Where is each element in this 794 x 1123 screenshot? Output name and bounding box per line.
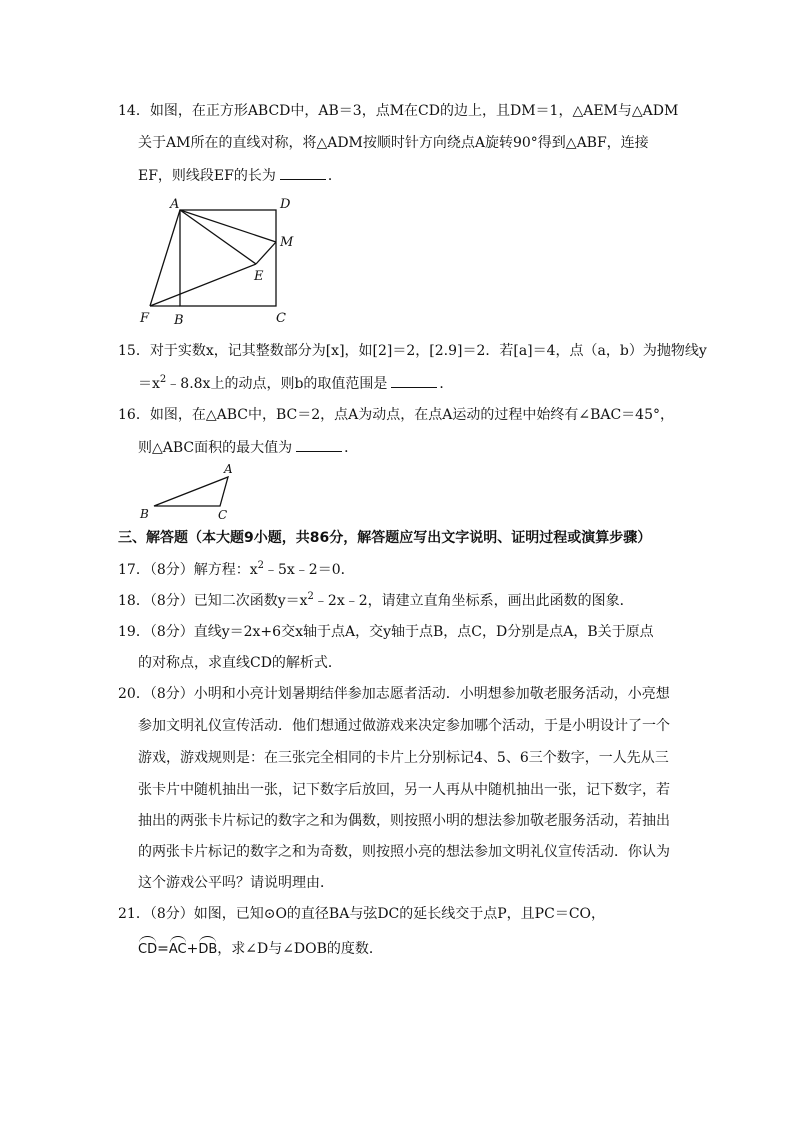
segment-am (180, 210, 276, 242)
segment-ef (150, 264, 256, 306)
q16-line-2-text: 则△ABC面积的最大值为 (138, 440, 293, 456)
q15-line-1: 15．对于实数x，记其整数部分为[x]，如[2]＝2，[2.9]＝2．若[a]＝4，点（a，b）为抛物线y (118, 343, 707, 359)
q17-suffix: ﹣5x﹣2＝0． (264, 562, 355, 578)
q20-line-1: 20．（8分）小明和小亮计划暑期结伴参加志愿者活动．小明想参加敬老服务活动，小亮想 (118, 686, 670, 702)
q15-answer-blank (391, 373, 437, 388)
q15-exponent: 2 (159, 374, 167, 385)
segment-af (150, 210, 180, 306)
q16-answer-blank (296, 437, 342, 452)
q20-line-2: 参加文明礼仪宣传活动．他们想通过做游戏来决定参加哪个活动，于是小明设计了一个 (138, 718, 670, 734)
q20-line-6: 的两张卡片标记的数字之和为奇数，则按照小亮的想法参加文明礼仪宣传活动．你认为 (138, 844, 670, 860)
arc-equals: = (157, 941, 169, 957)
q16-line-2: 则△ABC面积的最大值为 ． (138, 437, 358, 458)
arc-ac: AC (169, 936, 187, 960)
q20-line-3: 游戏，游戏规则是：在三张完全相同的卡片上分别标记4、5、6三个数字，一人先从三 (138, 750, 669, 766)
q15-line-2b: ﹣8.8x上的动点，则b的取值范围是 (166, 376, 388, 392)
q17-line (118, 560, 355, 580)
q20-line-4: 张卡片中随机抽出一张，记下数字后放回，另一人再从中随机抽出一张，记下数字，若 (138, 782, 670, 798)
q17-prefix: 17．（8分）解方程：x (118, 562, 258, 578)
q20-line-7: 这个游戏公平吗？请说明理由． (138, 875, 334, 891)
q14-line-1: 14．如图，在正方形ABCD中，AB＝3，点M在CD的边上，且DM＝1，△AEM与△ADM (118, 103, 679, 119)
label-b: B (174, 313, 184, 328)
q17-exponent: 2 (257, 560, 264, 571)
q16-line-1: 16．如图，在△ABC中，BC＝2，点A为动点，在点A运动的过程中始终有∠BAC＝45°， (118, 407, 674, 423)
q21-line-2-suffix: ，求∠D与∠DOB的度数． (217, 941, 383, 957)
label-e: E (254, 269, 264, 284)
label-c: C (276, 311, 286, 326)
segment-ae (180, 210, 256, 264)
label-m: M (280, 235, 294, 250)
q20-line-5: 抽出的两张卡片标记的数字之和为偶数，则按照小明的想法参加敬老服务活动，若抽出 (138, 813, 670, 829)
q18-line (118, 591, 634, 611)
q15-line-2: $=x^2﹣8.8x$上的动点，则b的取值范围是 ． (138, 374, 454, 392)
arc-cd: CD (138, 936, 157, 960)
section-3-title: 三、解答题（本大题9小题，共86分，解答题应写出文字说明、证明过程或演算步骤） (118, 530, 652, 546)
segment-em (256, 242, 276, 264)
q14-answer-blank (280, 165, 326, 180)
label-f: F (140, 311, 150, 326)
q15-line-2a: ＝x (138, 376, 160, 392)
q16-figure (136, 460, 246, 522)
arc-db: DB (198, 936, 217, 960)
q19-line-1: 19．（8分）直线y＝2x+6交x轴于点A，交y轴于点B，点C，D分别是点A，B关于原点 (118, 624, 654, 640)
arc-plus: + (186, 941, 199, 957)
label-a: A (224, 462, 233, 476)
q14-line-3: EF，则线段EF的长为 ． (138, 165, 342, 186)
triangle-abc (154, 477, 228, 506)
q21-line-2 (138, 936, 383, 960)
q21-line-1: 21．（8分）如图，已知⊙O的直径BA与弦DC的延长线交于点P，且PC＝CO， (118, 906, 606, 922)
label-a: A (170, 197, 180, 212)
q19-line-2: 的对称点，求直线CD的解析式． (138, 655, 342, 671)
q14-line-3-text: EF，则线段EF的长为 (138, 168, 276, 184)
q18-suffix: ﹣2x﹣2，请建立直角坐标系，画出此函数的图象． (313, 593, 634, 609)
q18-exponent: 2 (307, 591, 314, 602)
label-c: C (218, 508, 228, 522)
q18-prefix: 18．（8分）已知二次函数y＝x (118, 593, 308, 609)
label-b: B (140, 507, 149, 521)
q14-line-2: 关于AM所在的直线对称，将△ADM按顺时针方向绕点A旋转90°得到△ABF，连接 (138, 135, 649, 151)
label-d: D (280, 197, 291, 212)
q14-figure (130, 192, 310, 332)
